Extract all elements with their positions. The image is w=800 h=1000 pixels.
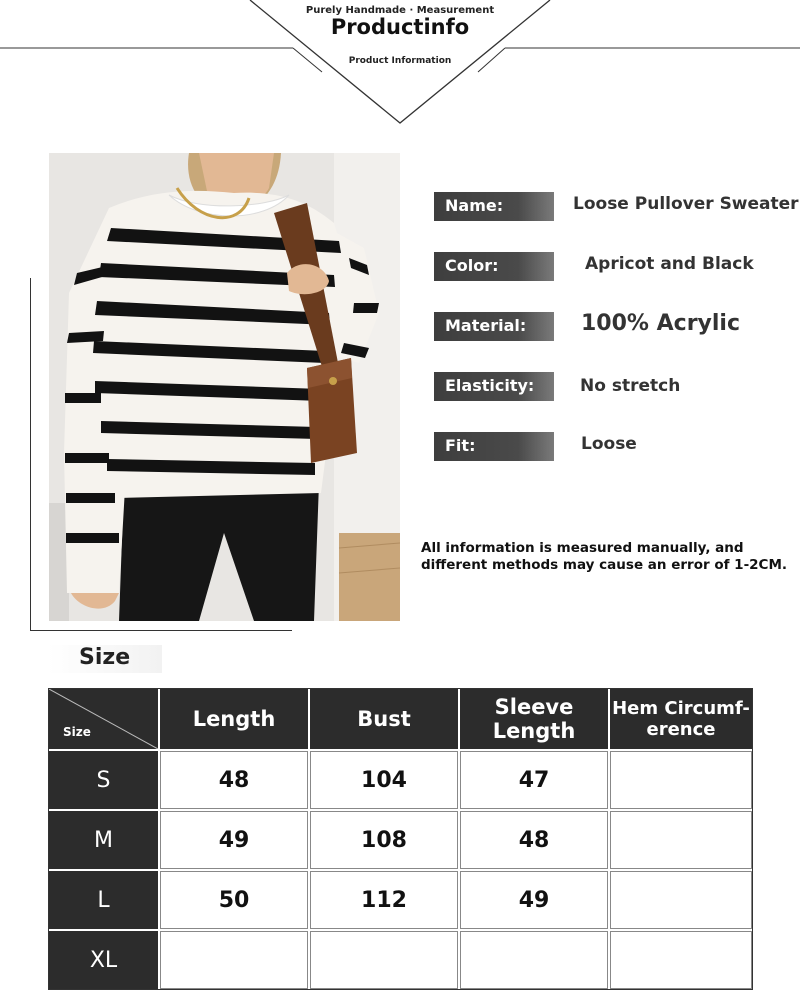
- col-header-bust: Bust: [310, 689, 458, 749]
- material-value: 100% Acrylic: [581, 311, 741, 336]
- name-value: Loose Pullover Sweater: [573, 194, 799, 214]
- row-size-m: M: [49, 811, 158, 869]
- size-section-title: Size: [48, 645, 162, 673]
- cell-xl-sleeve: [460, 931, 608, 989]
- hem-header-line-1: Hem Circumf-: [612, 698, 750, 719]
- cell-m-bust: 108: [310, 811, 458, 869]
- color-label: Color:: [434, 252, 554, 281]
- cell-m-hem: [610, 811, 752, 869]
- corner-size-label: Size: [63, 725, 91, 739]
- material-label: Material:: [434, 312, 554, 341]
- elasticity-value: No stretch: [580, 376, 681, 396]
- measurement-note: [421, 540, 796, 574]
- note-line-1: All information is measured manually, and: [421, 540, 744, 556]
- color-value: Apricot and Black: [585, 254, 754, 274]
- cell-s-bust: 104: [310, 751, 458, 809]
- fit-value: Loose: [581, 434, 637, 454]
- page-title: Productinfo: [330, 15, 470, 39]
- cell-s-sleeve: 47: [460, 751, 608, 809]
- cell-l-length: 50: [160, 871, 308, 929]
- name-label: Name:: [434, 192, 554, 221]
- hem-header-line-2: erence: [646, 719, 716, 740]
- cell-xl-hem: [610, 931, 752, 989]
- fit-label: Fit:: [434, 432, 554, 461]
- cell-m-sleeve: 48: [460, 811, 608, 869]
- col-header-length: Length: [160, 689, 308, 749]
- elasticity-label: Elasticity:: [434, 372, 554, 401]
- table-corner-cell: [49, 689, 158, 749]
- sleeve-header-line-2: Length: [492, 719, 576, 743]
- col-header-hem: [610, 689, 752, 749]
- sleeve-header-line-1: Sleeve: [494, 695, 574, 719]
- row-size-s: S: [49, 751, 158, 809]
- note-line-2: different methods may cause an error of 1-2CM.: [421, 557, 788, 573]
- cell-l-bust: 112: [310, 871, 458, 929]
- row-size-xl: XL: [49, 931, 158, 989]
- cell-l-hem: [610, 871, 752, 929]
- cell-xl-length: [160, 931, 308, 989]
- cell-s-length: 48: [160, 751, 308, 809]
- product-photo: [49, 153, 400, 621]
- cell-m-length: 49: [160, 811, 308, 869]
- col-header-sleeve-length: [460, 689, 608, 749]
- cell-s-hem: [610, 751, 752, 809]
- header-tagline: Purely Handmade · Measurement: [305, 5, 495, 16]
- size-table: [48, 688, 753, 990]
- row-size-l: L: [49, 871, 158, 929]
- cell-xl-bust: [310, 931, 458, 989]
- cell-l-sleeve: 49: [460, 871, 608, 929]
- page-subtitle: Product Information: [348, 56, 452, 66]
